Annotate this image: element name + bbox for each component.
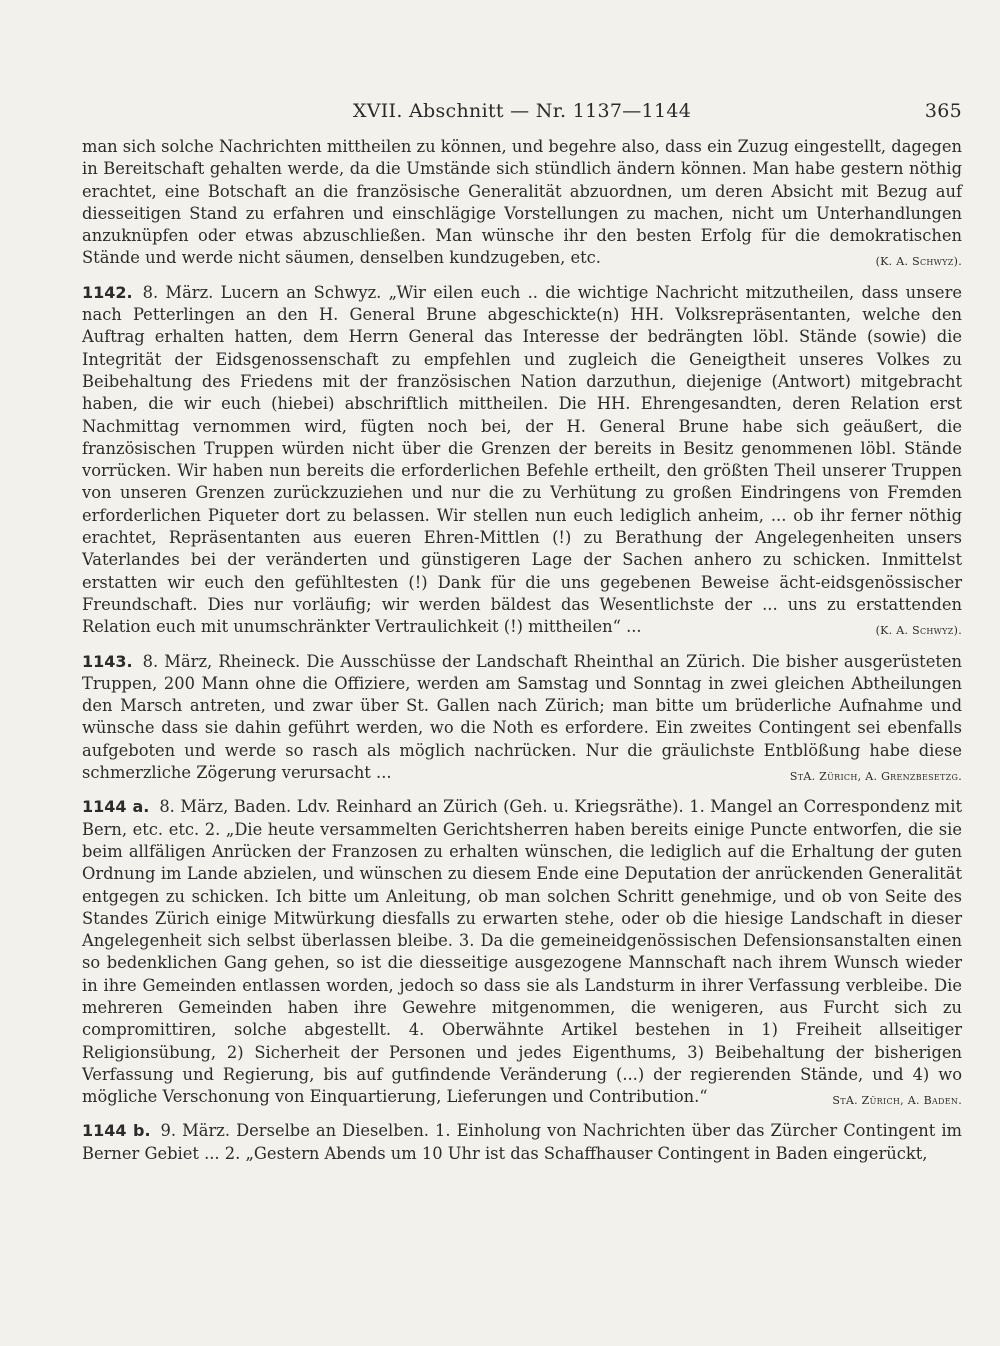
entry-1144a bbox=[82, 796, 962, 1108]
paragraph-text: man sich solche Nachrichten mittheilen zu können, und begehre also, dass ein Zuzug eingestellt, dagegen in Bereitschaft gehalten werde, da die Umstände sich stündlich ändern können. Man habe gestern nöthig erachtet, eine Botschaft an die französische Generalität abzuordnen, um deren Absicht mit Bezug auf diesseitigen Stand zu erfahren und einschlägige Vorstellungen zu machen, nicht um Unterhandlungen anzuknüpfen oder etwas abzuschließen. Man wünsche ihr den besten Erfolg für die demokratischen Stände und werde nicht säumen, denselben kundzugeben, etc. bbox=[82, 137, 962, 268]
document-body bbox=[82, 136, 962, 1165]
entry-number: 1142. bbox=[82, 282, 133, 302]
running-header bbox=[82, 100, 962, 136]
entry-text: 8. März, Rheineck. Die Ausschüsse der Landschaft Rheinthal an Zürich. Die bisher ausgerüsteten Truppen, 200 Mann ohne die Offiziere, werden am Samstag und Sonntag in zwei gleichen Abtheilungen den Marsch antreten, und zwar über St. Gallen nach Zürich; man bitte um brüderliche Aufnahme und wünsche dass sie dahin geführt werden, wo die Noth es erfordere. Ein zweites Contingent sei ebenfalls aufgeboten und werde so rasch als möglich nachrücken. Nur die gräulichste Entblößung habe diese schmerzliche Zögerung verursacht ... bbox=[82, 651, 962, 783]
entry-text: 9. März. Derselbe an Dieselben. 1. Einholung von Nachrichten über das Zürcher Contingent im Berner Gebiet ... 2. „Gestern Abends um 10 Uhr ist das Schaffhauser Contingent in Baden eingerückt, bbox=[82, 1121, 962, 1163]
entry-1142 bbox=[82, 282, 962, 639]
entry-number: 1144 b. bbox=[82, 1121, 151, 1141]
continued-paragraph bbox=[82, 136, 962, 270]
section-title: XVII. Abschnitt — Nr. 1137—1144 bbox=[352, 100, 692, 122]
source-citation: StA. Zürich, A. Grenzbesetzg. bbox=[789, 770, 962, 784]
source-citation: (K. A. Schwyz). bbox=[875, 624, 962, 638]
source-citation: (K. A. Schwyz). bbox=[875, 255, 962, 269]
entry-number: 1143. bbox=[82, 651, 133, 671]
entry-text: 8. März, Baden. Ldv. Reinhard an Zürich (Geh. u. Kriegsräthe). 1. Mangel an Correspondenz mit Bern, etc. etc. 2. „Die heute versammelten Gerichtsherren haben bereits einige Puncte entworfen, die sie beim allfäligen Anrücken der Franzosen zu erhalten wünschen, die lediglich auf die Erhaltung der guten Ordnung im Lande abzielen, und wünschen zu diesem Ende eine Deputation der anrückenden Generalität entgegen zu schicken. Ich bitte um Anleitung, ob man solchen Schritt genehmige, und ob von Seite des Standes Zürich einige Mitwürkung diesfalls zu erwarten stehe, oder ob die hiesige Landschaft in dieser Angelegenheit sich selbst überlassen bleibe. 3. Da die gemeineidgenössischen Defensionsanstalten einen so bedenklichen Gang gehen, so ist die diesseitige ausgezogene Mannschaft nach ihrem Wunsch wieder in ihre Gemeinden entlassen worden, jedoch so dass sie als Landsturm in ihrer Verfassung verbleibe. Die mehreren Gemeinden haben ihre Gewehre mitgenommen, die wenigeren, aus Furcht sich zu compromittiren, solche abgestellt. 4. Oberwähnte Artikel bestehen in 1) Freiheit allseitiger Religionsübung, 2) Sicherheit der Personen und jedes Eigenthums, 3) Beibehaltung der bisherigen Verfassung und Regierung, bis auf gutfindende Veränderung (...) der regierenden Stände, und 4) wo mögliche Verschonung von Einquartierung, Lieferungen und Contribution.“ bbox=[82, 797, 962, 1107]
page-number: 365 bbox=[924, 100, 962, 122]
source-citation: StA. Zürich, A. Baden. bbox=[832, 1094, 962, 1108]
entry-text: 8. März. Lucern an Schwyz. „Wir eilen euch .. die wichtige Nachricht mitzutheilen, dass unsere nach Petterlingen an den H. General Brune abgeschickte(n) HH. Volksrepräsentanten, welche den Auftrag erhalten hatten, dem Herrn General das Interesse der bedrängten löbl. Stände (sowie) die Integrität der Eidsgenossenschaft zu empfehlen und zugleich die Geneigtheit unseres Volkes zu Beibehaltung des Friedens mit der französischen Nation darzuthun, diejenige (Antwort) mitgebracht haben, die wir euch (hiebei) abschriftlich mittheilen. Die HH. Ehrengesandten, deren Relation erst Nachmittag vernommen wird, fügten noch bei, der H. General Brune habe sich geäußert, die französischen Truppen würden nicht über die Grenzen der bereits in Besitz genommenen löbl. Stände vorrücken. Wir haben nun bereits die erforderlichen Befehle ertheilt, den größten Theil unserer Truppen von unseren Grenzen zurückzuziehen und nur die zu Verhütung zu großen Eindringens von Fremden erforderlichen Piqueter dort zu belassen. Wir stellen nun euch lediglich anheim, ... ob ihr ferner nöthig erachtet, Repräsentanten aus eueren Ehren-Mittlen (!) zu Berathung der Angelegenheiten unsers Vaterlandes bei der veränderten und günstigeren Lage der Sachen anhero zu schicken. Inmittelst erstatten wir euch den gefühltesten (!) Dank für die uns gegebenen Beweise ächt-eidsgenössischer Freundschaft. Dies nur vorläufig; wir werden bäldest das Wesentlichste der ... uns zu erstattenden Relation euch mit unumschränkter Vertraulichkeit (!) mittheilen“ ... bbox=[82, 282, 962, 637]
entry-1143 bbox=[82, 651, 962, 785]
entry-1144b bbox=[82, 1120, 962, 1165]
entry-number: 1144 a. bbox=[82, 797, 150, 817]
